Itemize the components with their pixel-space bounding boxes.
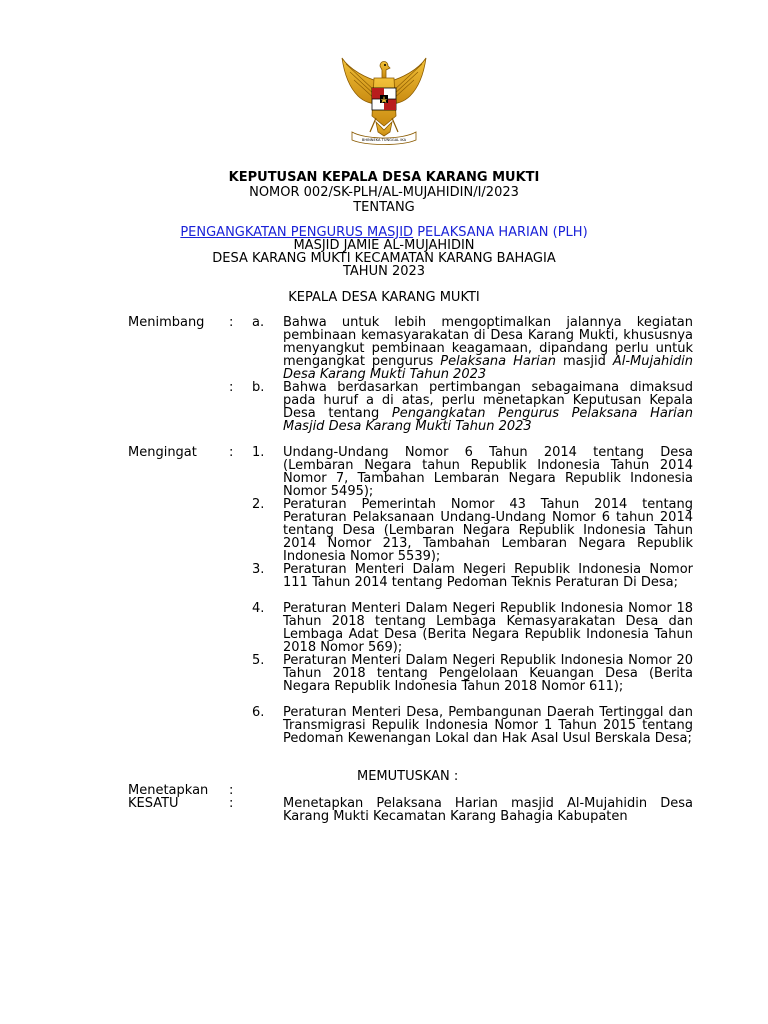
menimbang-colon-b: :	[229, 380, 234, 395]
menimbang-a-part-2: Pelaksana Harian	[440, 354, 556, 369]
menimbang-marker-a: a.	[252, 315, 265, 330]
document-number: NOMOR 002/SK-PLH/AL-MUJAHIDIN/I/2023	[249, 185, 519, 200]
subject-line-4: TAHUN 2023	[342, 264, 426, 279]
menimbang-a-part-1: Bahwa untuk lebih mengoptimalkan jalannya kegiatan pembinaan kemasyarakatan di Desa Karang Mukti, khususnya menyangkut pembinaan keagamaan, dipandang perlu untuk mengangkat pengurus	[283, 315, 693, 369]
mengingat-marker-4: 4.	[252, 601, 265, 616]
mengingat-colon: :	[229, 445, 234, 460]
subject-line-3: DESA KARANG MUKTI KECAMATAN KARANG BAHAGIA	[212, 251, 556, 266]
mengingat-item-6: Peraturan Menteri Desa, Pembangunan Daerah Tertinggal dan Transmigrasi Repulik Indonesia Nomor 1 Tahun 2015 tentang Pedoman Kewenangan Lokal dan Hak Asal Usul Berskala Desa;	[283, 705, 693, 746]
document-about: TENTANG	[353, 200, 415, 215]
emblem-motto: BHINNEKA TUNGGAL IKA	[361, 138, 407, 142]
memutuskan-heading: MEMUTUSKAN :	[357, 769, 459, 784]
menimbang-item-b	[283, 381, 693, 433]
kesatu-colon: :	[229, 796, 234, 811]
document-title: KEPUTUSAN KEPALA DESA KARANG MUKTI	[228, 170, 540, 185]
mengingat-marker-6: 6.	[252, 705, 265, 720]
menimbang-marker-b: b.	[252, 380, 265, 395]
menetapkan-label: Menetapkan	[128, 783, 209, 798]
menimbang-label: Menimbang	[128, 315, 205, 330]
mengingat-item-4: Peraturan Menteri Dalam Negeri Republik Indonesia Nomor 18 Tahun 2018 tentang Lembaga Kemasyarakatan Desa dan Lembaga Adat Desa (Berita Negara Republik Indonesia Tahun 2018 Nomor 569);	[283, 601, 693, 655]
subject-line-2: MASJID JAMIE AL-MUJAHIDIN	[293, 238, 475, 253]
mengingat-marker-1: 1.	[252, 445, 265, 460]
menimbang-a-part-3: masjid	[556, 354, 613, 369]
mengingat-item-2: Peraturan Pemerintah Nomor 43 Tahun 2014 tentang Peraturan Pelaksanaan Undang-Undang Nomor 6 tahun 2014 tentang Desa (Lembaran Negara Republik Indonesia Tahun 2014 Nomor 213, Tambahan Lembaran Negara Republik Indonesia Nomor 5539);	[283, 497, 693, 564]
menimbang-b-part-2: Pengangkatan Pengurus Pelaksana Harian Masjid Desa Karang Mukti Tahun 2023	[283, 406, 693, 434]
mengingat-marker-5: 5.	[252, 653, 265, 668]
menimbang-item-a	[283, 316, 693, 381]
subject-link[interactable]: PENGANGKATAN PENGURUS MASJID	[180, 225, 414, 240]
mengingat-item-5: Peraturan Menteri Dalam Negeri Republik Indonesia Nomor 20 Tahun 2018 tentang Pengelolaan Keuangan Desa (Berita Negara Republik Indonesia Tahun 2018 Nomor 611);	[283, 653, 693, 694]
garuda-emblem	[336, 52, 432, 148]
mengingat-marker-3: 3.	[252, 562, 265, 577]
mengingat-marker-2: 2.	[252, 497, 265, 512]
mengingat-label: Mengingat	[128, 445, 197, 460]
issuing-authority: KEPALA DESA KARANG MUKTI	[288, 290, 480, 305]
mengingat-item-1: Undang-Undang Nomor 6 Tahun 2014 tentang Desa (Lembaran Negara tahun Republik Indonesia Tahun 2014 Nomor 7, Tambahan Lembaran Negara Republik Indonesia Nomor 5495);	[283, 445, 693, 499]
menimbang-b-part-1: Bahwa berdasarkan pertimbangan sebagaimana dimaksud pada huruf a di atas, perlu menetapkan Keputusan Kepala Desa tentang	[283, 380, 693, 421]
mengingat-item-3: Peraturan Menteri Dalam Negeri Republik Indonesia Nomor 111 Tahun 2014 tentang Pedoman Teknis Peraturan Di Desa;	[283, 562, 693, 590]
kesatu-text: Menetapkan Pelaksana Harian masjid Al-Mujahidin Desa Karang Mukti Kecamatan Karang Bahagia Kabupaten	[283, 796, 693, 824]
subject-rest: PELAKSANA HARIAN (PLH)	[413, 225, 588, 240]
menetapkan-colon: :	[229, 783, 234, 798]
menimbang-colon: :	[229, 315, 234, 330]
kesatu-label: KESATU	[128, 796, 179, 811]
menimbang-a-part-4: Al-Mujahidin Desa Karang Mukti Tahun 2023	[283, 354, 693, 382]
